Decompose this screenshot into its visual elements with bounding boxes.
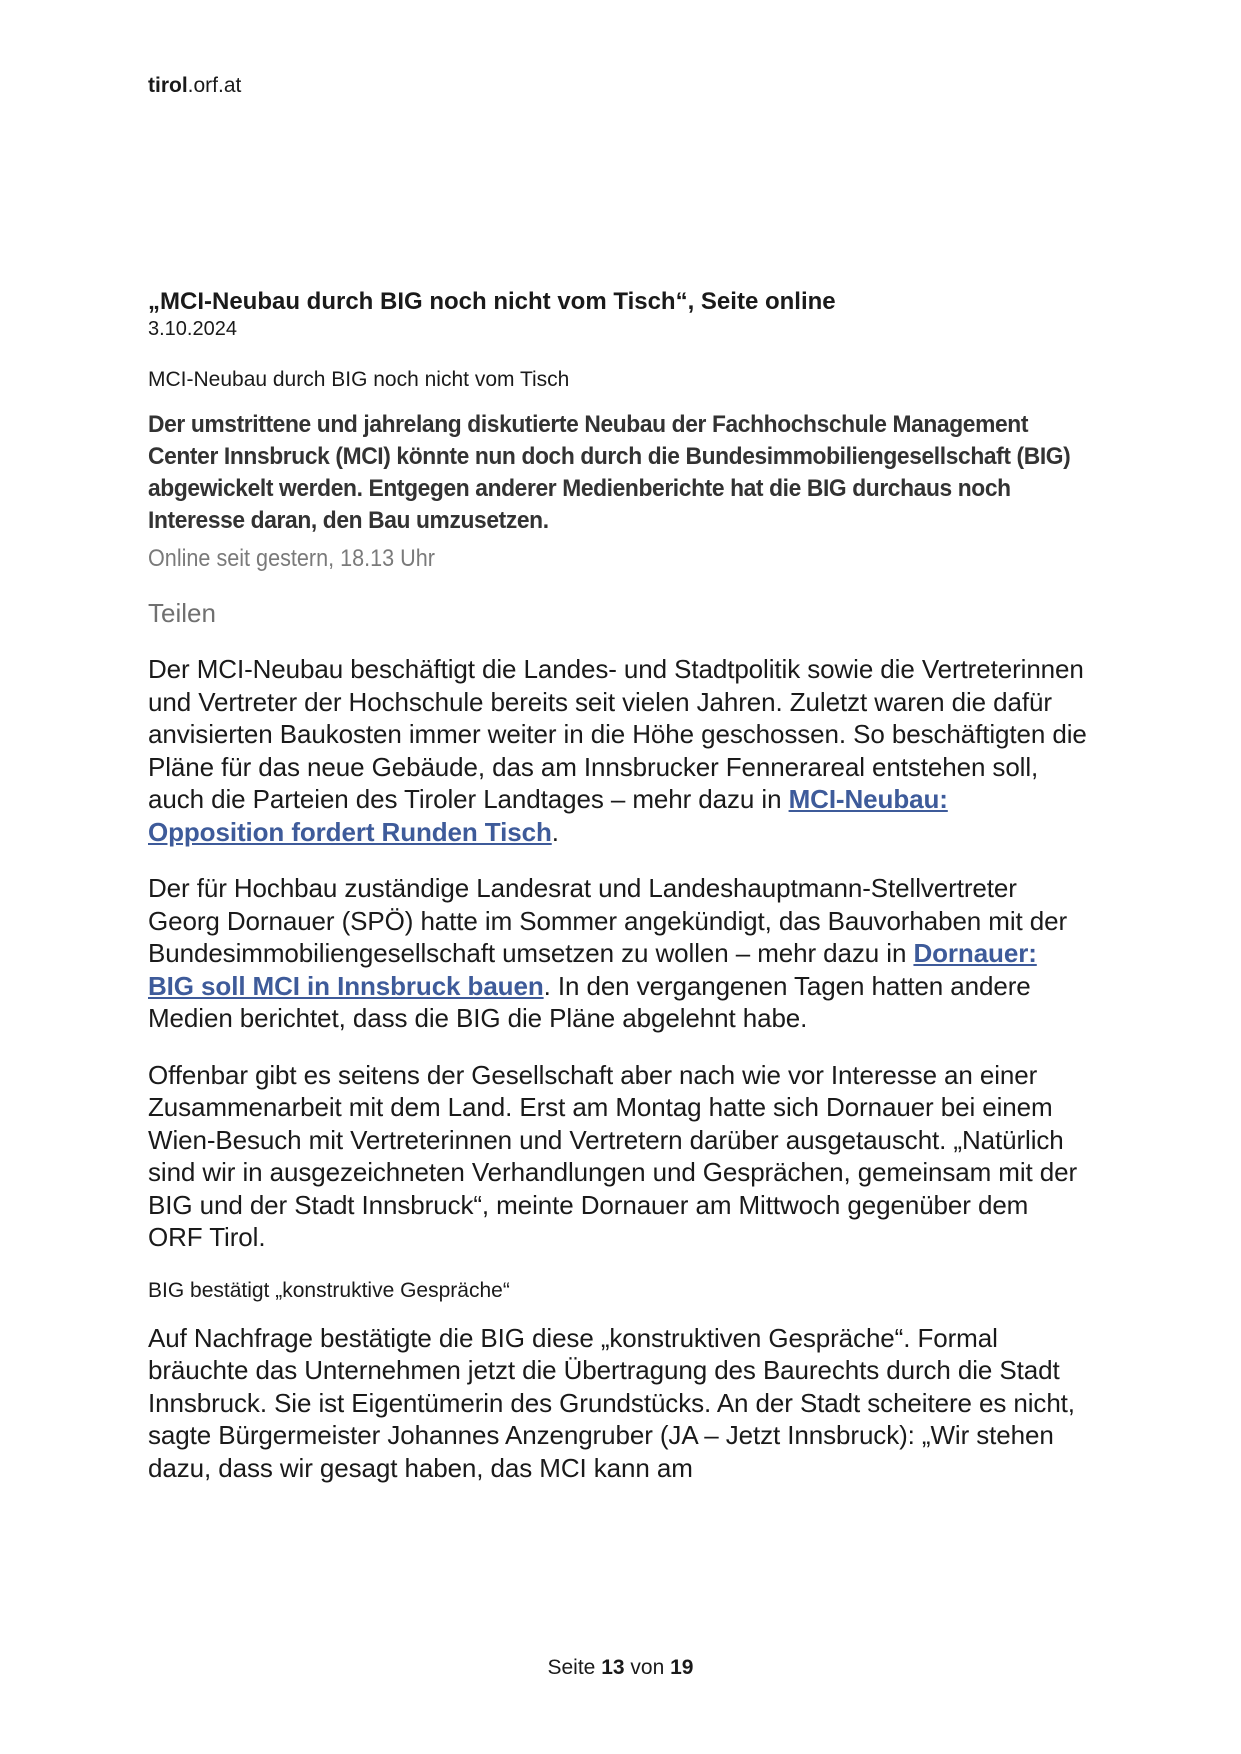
paragraph-1-text: Der MCI-Neubau beschäftigt die Landes- und Stadtpolitik sowie die Vertreterinnen und Vertreter der Hochschule bereits seit vielen Jahren. Zuletzt waren die dafür anvisierten Baukosten immer weiter in die Höhe geschossen. So beschäftigten die Pläne für das neue Gebäude, das am Innsbrucker Fennerareal entstehen soll, auch die Parteien des Tiroler Landtages – mehr dazu in [148,654,1087,814]
document-date: 3.10.2024 [148,318,237,340]
source-domain-rest: .orf.at [187,74,242,97]
article-kicker: MCI-Neubau durch BIG noch nicht vom Tisch [148,368,570,391]
article-subheading: BIG bestätigt „konstruktive Gespräche“ [148,1278,510,1302]
paragraph-4: Auf Nachfrage bestätigte die BIG diese „konstruktiven Gespräche“. Formal bräuchte das Unternehmen jetzt die Übertragung des Baurechts durch die Stadt Innsbruck. Sie ist Eigentümerin des Grundstücks. An der Stadt scheitere es nicht, sagte Bürgermeister Johannes Anzengruber (JA – Jetzt Innsbruck): „Wir stehen dazu, dass wir gesagt haben, das MCI kann am [148,1322,1075,1483]
share-link[interactable]: Teilen [148,598,216,628]
page-current: 13 [601,1656,625,1679]
paragraph-1 [148,653,1088,848]
article-timestamp: Online seit gestern, 18.13 Uhr [148,545,435,572]
document-title: „MCI-Neubau durch BIG noch nicht vom Tisch“, Seite online [148,288,836,315]
paragraph-2-end: . In den vergangenen Tagen hatten andere Medien berichtet, dass die BIG die Pläne abgelehnt habe. [148,970,1031,1033]
article-content [148,287,1088,1508]
paragraph-2 [148,872,1088,1035]
paragraph-2-text: Der für Hochbau zuständige Landesrat und Landeshauptmann-Stellvertreter Georg Dornauer (SPÖ) hatte im Sommer angekündigt, das Bauvorhaben mit der Bundesimmobiliengesellschaft umsetzen zu wollen – mehr dazu in [148,873,1068,968]
link-dornauer-big[interactable]: Dornauer: BIG soll MCI in Innsbruck bauen [148,938,1037,1001]
source-domain-bold: tirol [148,74,188,97]
link-mci-opposition[interactable]: MCI-Neubau: Opposition fordert Runden Tisch [148,784,948,847]
page-separator: von [630,1656,665,1679]
source-domain [148,74,241,98]
page-total: 19 [670,1656,694,1679]
paragraph-3: Offenbar gibt es seitens der Gesellschaft aber nach wie vor Interesse an einer Zusammenarbeit mit dem Land. Erst am Montag hatte sich Dornauer bei einem Wien-Besuch mit Vertreterinnen und Vertretern darüber ausgetauscht. „Natürlich sind wir in ausgezeichneten Verhandlungen und Gesprächen, gemeinsam mit der BIG und der Stadt Innsbruck“, meinte Dornauer am Mittwoch gegenüber dem ORF Tirol. [148,1059,1078,1252]
page-prefix: Seite [547,1656,596,1679]
paragraph-1-end: . [551,816,559,847]
article-lead: Der umstrittene und jahrelang diskutierte Neubau der Fachhochschule Management Center Innsbruck (MCI) könnte nun doch durch die Bundesimmobiliengesellschaft (BIG) abgewickelt werden. Entgegen anderer Medienberichte hat die BIG durchaus noch Interesse daran, den Bau umzusetzen. [148,411,1071,534]
page-number [0,1656,1241,1680]
